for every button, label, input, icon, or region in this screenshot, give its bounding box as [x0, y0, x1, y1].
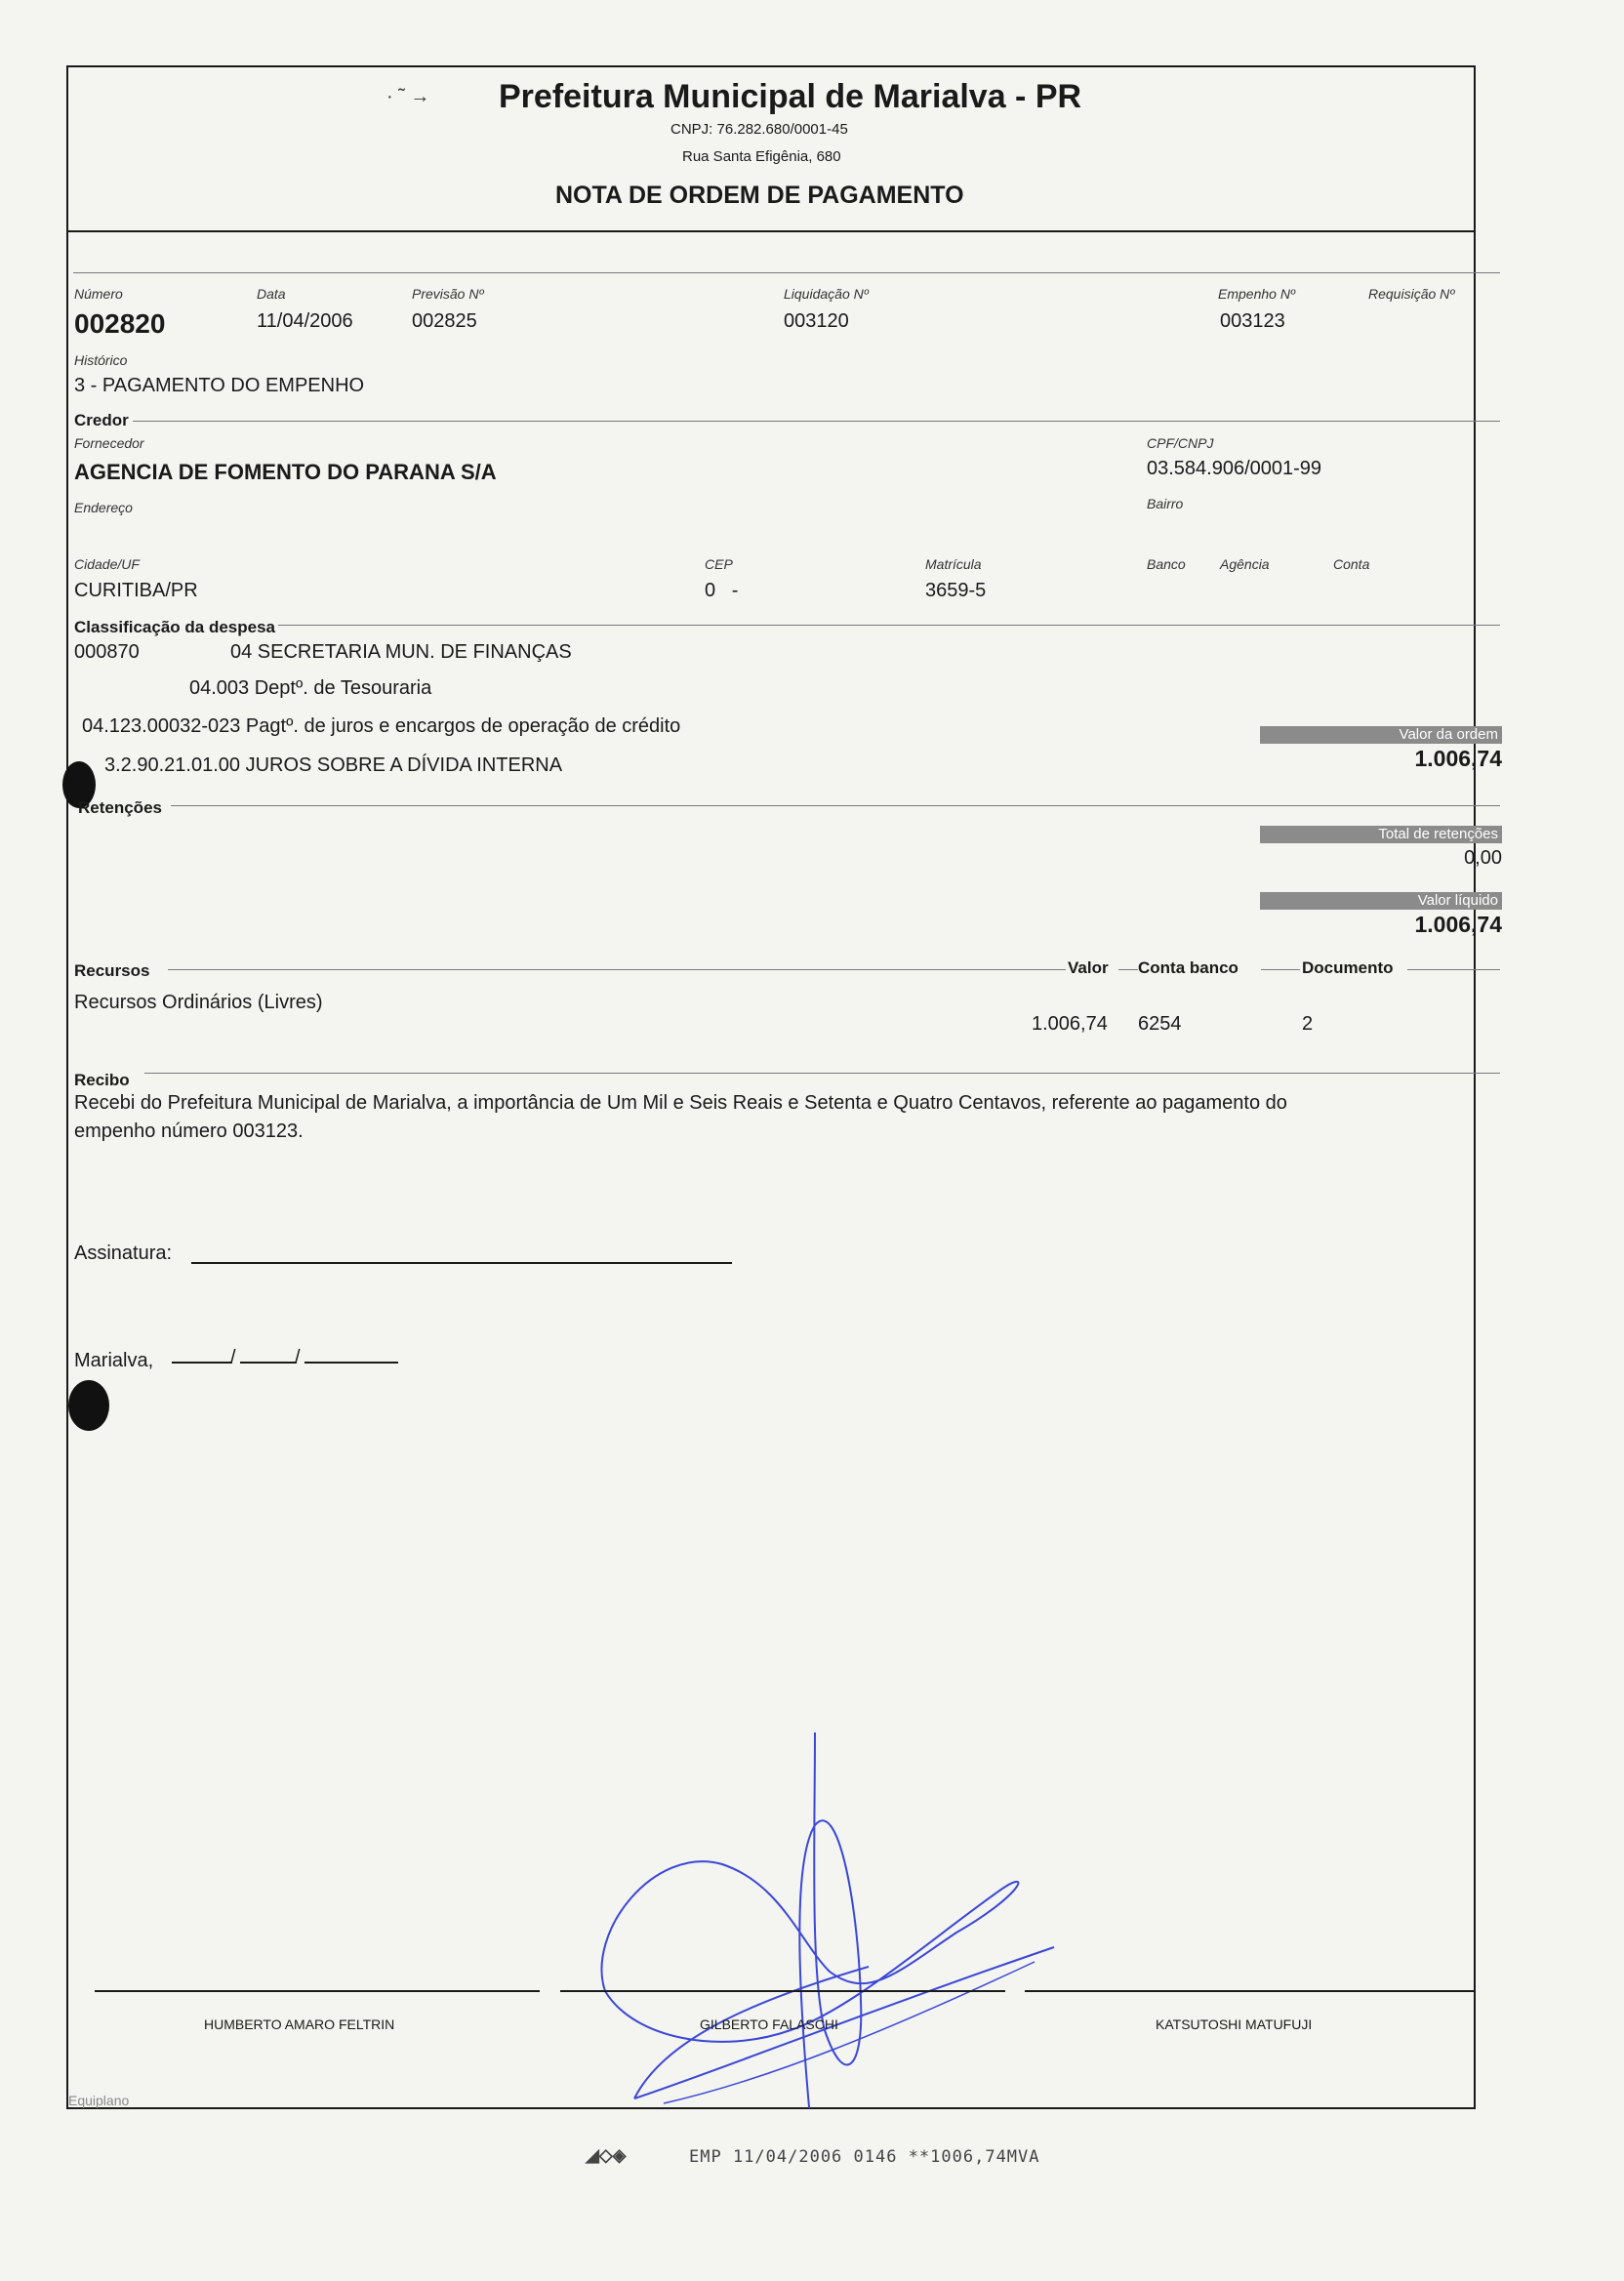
- classificacao-elemento: 3.2.90.21.01.00 JUROS SOBRE A DÍVIDA INTERNA: [104, 754, 563, 776]
- cidade-label: Cidade/UF: [74, 556, 140, 572]
- recibo-section-title: Recibo: [74, 1071, 130, 1089]
- date-line-year: [304, 1362, 398, 1364]
- classificacao-programa: 04.123.00032-023 Pagtº. de juros e encargos de operação de crédito: [82, 715, 681, 737]
- date-line-month: [240, 1362, 297, 1364]
- recursos-description: Recursos Ordinários (Livres): [74, 992, 323, 1013]
- cpf-cnpj-value: 03.584.906/0001-99: [1147, 458, 1322, 479]
- valor-ordem-value: 1.006,74: [1414, 746, 1502, 771]
- header-divider: [66, 230, 1476, 232]
- previsao-value: 002825: [412, 310, 477, 332]
- valor-liquido-value: 1.006,74: [1414, 912, 1502, 937]
- historico-value: 3 - PAGAMENTO DO EMPENHO: [74, 375, 365, 396]
- data-label: Data: [257, 286, 286, 302]
- signatory-name-2: GILBERTO FALASCHI: [700, 2016, 838, 2032]
- valor-liquido-label: Valor líquido: [1260, 892, 1502, 910]
- signatory-name-3: KATSUTOSHI MATUFUJI: [1156, 2016, 1313, 2032]
- liquidacao-value: 003120: [784, 310, 849, 332]
- requisicao-label: Requisição Nº: [1368, 286, 1455, 302]
- recursos-divider: [168, 969, 1066, 970]
- empenho-value: 003123: [1220, 310, 1285, 332]
- recursos-section-title: Recursos: [74, 961, 150, 980]
- banco-label: Banco: [1147, 556, 1186, 572]
- endereco-label: Endereço: [74, 500, 133, 515]
- date-line-day: [172, 1362, 232, 1364]
- assinatura-label: Assinatura:: [74, 1242, 173, 1264]
- assinatura-line: [191, 1262, 732, 1264]
- local-label: Marialva,: [74, 1350, 154, 1371]
- valor-ordem-label: Valor da ordem: [1260, 726, 1502, 744]
- credor-section-title: Credor: [74, 411, 129, 429]
- punch-hole-mark-2: [68, 1380, 109, 1431]
- cpf-cnpj-label: CPF/CNPJ: [1147, 435, 1214, 451]
- page-title: Prefeitura Municipal de Marialva - PR: [499, 78, 1082, 115]
- stamp-marks: ◢◇◈: [586, 2145, 627, 2165]
- recursos-conta: 6254: [1138, 1013, 1182, 1035]
- total-retencoes-value: 0,00: [1464, 847, 1502, 869]
- liquidacao-label: Liquidação Nº: [784, 286, 869, 302]
- previsao-label: Previsão Nº: [412, 286, 484, 302]
- signature-line-3: [1025, 1990, 1476, 1992]
- conta-label: Conta: [1333, 556, 1370, 572]
- recursos-documento-label: Documento: [1302, 958, 1394, 977]
- signature-line-2: [560, 1990, 1005, 1992]
- fornecedor-value: AGENCIA DE FOMENTO DO PARANA S/A: [74, 460, 497, 484]
- recursos-valor: 1.006,74: [1032, 1013, 1108, 1035]
- date-slash-2: /: [295, 1347, 301, 1368]
- credor-divider: [133, 421, 1500, 422]
- fields-divider: [73, 272, 1500, 273]
- classificacao-section-title: Classificação da despesa: [74, 618, 276, 636]
- retencoes-divider: [171, 805, 1500, 806]
- classificacao-dept: 04.003 Deptº. de Tesouraria: [189, 677, 432, 699]
- matricula-label: Matrícula: [925, 556, 982, 572]
- retencoes-section-title: Retenções: [78, 798, 162, 817]
- data-value: 11/04/2006: [257, 310, 353, 332]
- classificacao-code: 000870: [74, 641, 140, 663]
- date-slash-1: /: [230, 1347, 236, 1368]
- matricula-value: 3659-5: [925, 580, 987, 601]
- classificacao-divider: [278, 625, 1500, 626]
- recursos-divider-2: [1118, 969, 1138, 970]
- classificacao-secretaria: 04 SECRETARIA MUN. DE FINANÇAS: [230, 641, 572, 663]
- recursos-valor-label: Valor: [1068, 958, 1109, 977]
- handwritten-signature: [576, 1718, 1064, 2108]
- header-address: Rua Santa Efigênia, 680: [682, 148, 841, 165]
- fornecedor-label: Fornecedor: [74, 435, 144, 451]
- footer-stamp: EMP 11/04/2006 0146 **1006,74MVA: [689, 2147, 1040, 2167]
- cep-label: CEP: [705, 556, 733, 572]
- agencia-label: Agência: [1220, 556, 1270, 572]
- cep-value: 0 -: [705, 580, 739, 601]
- recibo-text-line1: Recebi do Prefeitura Municipal de Marialva, a importância de Um Mil e Seis Reais e Setenta e Quatro Centavos, referente ao pagamento do: [74, 1092, 1287, 1114]
- bairro-label: Bairro: [1147, 496, 1184, 511]
- document-title: NOTA DE ORDEM DE PAGAMENTO: [555, 182, 964, 209]
- equiplano-brand: Equiplano: [68, 2093, 130, 2108]
- signatory-name-1: HUMBERTO AMARO FELTRIN: [204, 2016, 395, 2032]
- cidade-value: CURITIBA/PR: [74, 580, 198, 601]
- recursos-divider-3: [1261, 969, 1300, 970]
- recursos-divider-4: [1407, 969, 1500, 970]
- historico-label: Histórico: [74, 352, 128, 368]
- recursos-documento: 2: [1302, 1013, 1314, 1035]
- recibo-text-line2: empenho número 003123.: [74, 1120, 304, 1142]
- recibo-divider: [144, 1073, 1500, 1074]
- total-retencoes-label: Total de retenções: [1260, 826, 1502, 843]
- header-cnpj: CNPJ: 76.282.680/0001-45: [670, 121, 848, 138]
- numero-value: 002820: [74, 308, 166, 339]
- numero-label: Número: [74, 286, 123, 302]
- logo-mark: · ˜ →: [386, 86, 430, 107]
- recursos-conta-label: Conta banco: [1138, 958, 1238, 977]
- empenho-label: Empenho Nº: [1218, 286, 1296, 302]
- signature-line-1: [95, 1990, 540, 1992]
